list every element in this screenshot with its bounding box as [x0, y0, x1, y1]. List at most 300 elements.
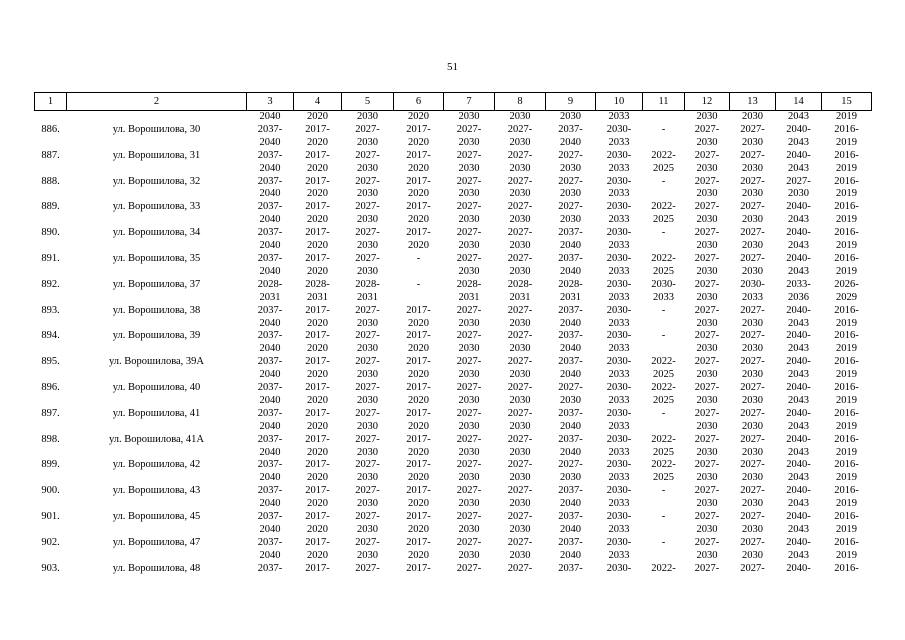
period-cell [685, 511, 730, 537]
period-start: 2027- [694, 562, 720, 574]
period-end: 2019 [836, 446, 857, 458]
period-cell [546, 150, 596, 176]
period-start: 2040- [786, 123, 811, 135]
period-end: 2030 [357, 240, 378, 252]
period-end: 2030 [696, 214, 718, 226]
period-start: 2040- [786, 356, 811, 368]
period-start: 2027- [694, 227, 720, 239]
period-start: 2027- [740, 304, 765, 316]
period-end: 2040 [259, 446, 281, 458]
period-cell [822, 408, 872, 434]
period-start: 2028- [305, 278, 330, 290]
period-end: 2030 [458, 240, 480, 252]
period-start: 2017- [406, 382, 431, 394]
period-end: 2030 [742, 214, 763, 226]
period-end: 2025 [653, 162, 674, 174]
period-end: 2030 [696, 188, 718, 200]
period-end: 2020 [307, 549, 328, 561]
period-cell [730, 305, 776, 331]
period-start: 2027- [558, 382, 583, 394]
row-number: 890. [41, 227, 60, 239]
period-end: 2020 [408, 136, 429, 148]
period-end: 2030 [509, 343, 531, 355]
column-header: 4 [294, 93, 342, 111]
period-start: 2017- [406, 407, 431, 419]
period-start: 2027- [355, 252, 380, 264]
street-address: ул. Ворошилова, 39А [108, 356, 205, 368]
table-row [35, 563, 872, 589]
column-header: 9 [546, 93, 596, 111]
period-start: 2027- [355, 433, 380, 445]
period-end: 2043 [788, 317, 809, 329]
period-cell [730, 408, 776, 434]
street-address: ул. Ворошилова, 32 [112, 175, 201, 187]
table-cell: 2030 [458, 111, 480, 122]
period-start: 2028- [355, 278, 380, 290]
period-end: 2019 [836, 265, 857, 277]
period-start: 2016- [834, 562, 859, 574]
street-address: ул. Ворошилова, 42 [112, 459, 201, 471]
period-end: 2030 [357, 524, 378, 535]
period-end: 2030 [696, 498, 718, 510]
period-cell [776, 563, 822, 589]
period-cell [730, 356, 776, 382]
period-start: 2027- [740, 149, 765, 161]
period-start: 2016- [834, 511, 859, 523]
column-header: 7 [444, 93, 495, 111]
period-end: 2030 [458, 524, 480, 535]
table-row [35, 124, 872, 150]
period-cell [730, 459, 776, 485]
period-cell [685, 279, 730, 305]
street-address: ул. Ворошилова, 31 [112, 149, 201, 161]
period-cell [444, 511, 495, 537]
period-cell [643, 176, 685, 202]
row-number: 902. [41, 536, 60, 548]
period-cell [685, 485, 730, 511]
period-cell [546, 305, 596, 331]
period-cell [546, 124, 596, 150]
period-start: - [661, 227, 666, 239]
period-cell [730, 176, 776, 202]
period-start: 2040- [786, 227, 811, 239]
period-start: 2027- [558, 201, 583, 213]
period-cell [495, 124, 546, 150]
period-start: 2030- [606, 459, 632, 471]
period-start: 2037- [257, 201, 283, 213]
period-end: 2030 [458, 214, 480, 226]
period-end: 2020 [408, 420, 429, 432]
period-end: 2030 [357, 420, 378, 432]
period-start: 2022- [651, 562, 676, 574]
period-start: 2017- [406, 536, 431, 548]
table-row [35, 537, 872, 563]
period-end: 2030 [742, 420, 763, 432]
period-end: 2020 [408, 214, 429, 226]
period-end: 2043 [788, 446, 809, 458]
period-cell [643, 459, 685, 485]
period-cell [643, 485, 685, 511]
period-end: 2040 [560, 420, 581, 432]
period-cell [444, 382, 495, 408]
period-start: 2017- [406, 511, 431, 523]
period-end: 2019 [836, 162, 857, 174]
period-cell [247, 434, 294, 460]
period-cell [394, 434, 444, 460]
period-end: 2030 [357, 369, 378, 381]
period-end: 2020 [408, 343, 429, 355]
period-start: 2022- [651, 149, 676, 161]
period-cell [643, 201, 685, 227]
period-cell [685, 124, 730, 150]
period-cell [730, 150, 776, 176]
period-start: 2027- [694, 123, 720, 135]
period-start: 2030- [606, 201, 632, 213]
period-start: 2037- [257, 175, 283, 187]
row-number: 896. [41, 382, 60, 394]
table-row [35, 408, 872, 434]
period-start: - [661, 407, 666, 419]
period-end: 2030 [357, 498, 378, 510]
period-end: 2030 [696, 240, 718, 252]
period-cell [643, 408, 685, 434]
period-cell [495, 253, 546, 279]
period-end: 2020 [307, 317, 328, 329]
period-start: - [661, 175, 666, 187]
period-cell [394, 227, 444, 253]
period-cell [730, 511, 776, 537]
column-header: 1 [35, 93, 67, 111]
period-start: 2030- [606, 304, 632, 316]
period-start: 2027- [456, 252, 482, 264]
period-end: 2033 [608, 549, 630, 561]
period-cell [776, 305, 822, 331]
period-cell [444, 227, 495, 253]
street-address: ул. Ворошилова, 35 [112, 252, 201, 264]
period-cell [294, 356, 342, 382]
period-start: 2027- [456, 433, 482, 445]
period-end: 2029 [836, 291, 857, 303]
period-cell [643, 382, 685, 408]
column-header: 11 [643, 93, 685, 111]
period-cell [247, 305, 294, 331]
period-start: 2027- [507, 149, 533, 161]
period-end [596, 576, 643, 589]
period-end: 2030 [742, 524, 763, 535]
period-cell [444, 537, 495, 563]
period-end: 2030 [696, 420, 718, 432]
street-address: ул. Ворошилова, 37 [112, 278, 201, 290]
period-cell [685, 176, 730, 202]
period-end: 2020 [307, 420, 328, 432]
period-cell [596, 356, 643, 382]
period-cell [546, 382, 596, 408]
period-cell [643, 124, 685, 150]
period-cell [294, 459, 342, 485]
period-start: 2027- [694, 304, 720, 316]
table-cell [643, 111, 685, 124]
period-end: 2043 [788, 214, 809, 226]
period-end: 2040 [259, 498, 281, 510]
period-end: 2030 [458, 188, 480, 200]
period-end [495, 576, 546, 589]
period-end: 2020 [408, 549, 429, 561]
period-cell [444, 563, 495, 589]
period-cell [822, 279, 872, 305]
period-end: 2030 [509, 446, 531, 458]
period-start: 2016- [834, 149, 859, 161]
period-start: - [661, 511, 666, 523]
period-end: 2030 [458, 446, 480, 458]
period-end [822, 576, 872, 589]
period-end: 2030 [357, 162, 378, 174]
period-cell [444, 305, 495, 331]
period-start: 2027- [355, 536, 380, 548]
period-cell [444, 330, 495, 356]
period-cell [342, 537, 394, 563]
period-end [643, 188, 685, 201]
period-start: 2017- [305, 536, 330, 548]
period-end: 2019 [836, 369, 857, 381]
period-start: 2030- [651, 278, 676, 290]
period-end: 2020 [307, 369, 328, 381]
period-end: 2020 [408, 162, 429, 174]
period-cell [342, 563, 394, 589]
period-start: 2027- [507, 511, 533, 523]
period-cell [643, 279, 685, 305]
period-end: 2030 [696, 472, 718, 484]
row-number: 895. [41, 356, 60, 368]
period-end: 2030 [742, 162, 763, 174]
period-start: 2027- [694, 330, 720, 342]
period-start: 2027- [507, 536, 533, 548]
period-cell [730, 227, 776, 253]
period-end [643, 550, 685, 563]
period-start: 2016- [834, 123, 859, 135]
period-cell [495, 356, 546, 382]
period-start: 2017- [406, 201, 431, 213]
period-start: 2017- [305, 485, 330, 497]
period-end: 2033 [608, 214, 630, 226]
period-cell [394, 511, 444, 537]
period-end: 2020 [408, 472, 429, 484]
period-start: 2027- [694, 382, 720, 394]
period-start: 2030- [606, 356, 632, 368]
period-start: 2027- [355, 356, 380, 368]
period-start: 2030- [606, 227, 632, 239]
period-end: 2043 [788, 498, 809, 510]
period-cell [685, 563, 730, 589]
period-end: 2030 [696, 549, 718, 561]
period-cell [596, 537, 643, 563]
period-cell [294, 537, 342, 563]
period-end: 2020 [307, 162, 328, 174]
period-end [643, 240, 685, 253]
period-cell [822, 227, 872, 253]
period-start: 2027- [740, 407, 765, 419]
table-row [35, 201, 872, 227]
street-address: ул. Ворошилова, 39 [112, 330, 201, 342]
period-start: 2037- [558, 123, 583, 135]
period-end: 2020 [307, 265, 328, 277]
period-cell [444, 253, 495, 279]
period-cell [776, 485, 822, 511]
period-end [643, 137, 685, 150]
period-cell [495, 201, 546, 227]
row-number: 891. [41, 252, 60, 264]
period-cell [394, 459, 444, 485]
period-start: 2040- [786, 562, 811, 574]
period-cell [495, 511, 546, 537]
period-cell [394, 201, 444, 227]
period-cell [495, 176, 546, 202]
period-start: 2027- [507, 201, 533, 213]
table-cell: 2020 [307, 111, 328, 122]
period-end: 2030 [742, 446, 763, 458]
period-end: 2030 [742, 317, 763, 329]
period-end: 2030 [357, 472, 378, 484]
period-cell [685, 253, 730, 279]
period-end: 2030 [509, 394, 531, 406]
period-end [643, 498, 685, 511]
period-cell [730, 434, 776, 460]
period-end [685, 576, 730, 589]
period-end [730, 576, 776, 589]
table-cell: 2043 [788, 111, 809, 122]
period-end: 2040 [259, 214, 281, 226]
period-start: 2027- [694, 459, 720, 471]
column-header: 6 [394, 93, 444, 111]
period-cell [596, 408, 643, 434]
period-cell [643, 356, 685, 382]
period-start: - [416, 252, 421, 264]
period-start: - [661, 330, 666, 342]
period-cell [546, 485, 596, 511]
period-end: 2040 [560, 446, 581, 458]
period-start: 2027- [740, 536, 765, 548]
period-end: 2030 [560, 188, 581, 200]
period-start: 2022- [651, 356, 676, 368]
period-cell [596, 563, 643, 589]
period-end: 2025 [653, 369, 674, 381]
column-header: 15 [822, 93, 872, 111]
period-end: 2030 [458, 394, 480, 406]
period-end: 2030 [357, 549, 378, 561]
period-start: 2027- [355, 201, 380, 213]
period-end: 2043 [788, 524, 809, 535]
period-start: 2017- [406, 330, 431, 342]
period-start: 2030- [606, 433, 632, 445]
period-start: 2028- [456, 278, 482, 290]
period-end: 2030 [509, 265, 531, 277]
period-cell [685, 356, 730, 382]
period-start: 2037- [558, 511, 583, 523]
period-start: 2016- [834, 433, 859, 445]
period-start: 2027- [740, 485, 765, 497]
table-cell: 2040 [259, 111, 281, 122]
period-end: 2043 [788, 240, 809, 252]
table-row [35, 305, 872, 331]
period-start: 2017- [305, 149, 330, 161]
period-start: 2027- [355, 175, 380, 187]
period-end: 2030 [742, 188, 763, 200]
period-end: 2020 [307, 136, 328, 148]
period-cell [822, 459, 872, 485]
period-cell [730, 563, 776, 589]
period-end: 2033 [608, 291, 630, 303]
period-start: 2017- [305, 227, 330, 239]
period-cell [495, 305, 546, 331]
period-cell [685, 150, 730, 176]
period-end: 2020 [408, 369, 429, 381]
period-start: 2017- [406, 227, 431, 239]
period-cell [596, 459, 643, 485]
period-start: 2027- [694, 536, 720, 548]
period-cell [643, 537, 685, 563]
period-cell [247, 150, 294, 176]
period-end: 2020 [307, 343, 328, 355]
period-cell [776, 537, 822, 563]
period-end: 2020 [408, 524, 429, 535]
period-end: 2030 [458, 549, 480, 561]
period-start: 2037- [257, 123, 283, 135]
period-start: 2027- [740, 227, 765, 239]
period-end [394, 266, 444, 279]
period-cell [394, 330, 444, 356]
period-start: 2027- [355, 123, 380, 135]
period-start: 2017- [305, 252, 330, 264]
period-start: 2037- [257, 562, 283, 574]
period-end: 2030 [560, 214, 581, 226]
period-start: 2022- [651, 433, 676, 445]
period-end: 2043 [788, 265, 809, 277]
table-row [35, 330, 872, 356]
period-end: 2040 [560, 136, 581, 148]
period-end: 2030 [509, 369, 531, 381]
period-end: 2025 [653, 265, 674, 277]
period-start: 2030- [606, 149, 632, 161]
period-start: 2017- [305, 123, 330, 135]
period-start: - [661, 304, 666, 316]
period-cell [247, 124, 294, 150]
period-end: 2036 [788, 291, 809, 303]
period-cell [776, 408, 822, 434]
period-start: 2037- [257, 407, 283, 419]
period-end: 2020 [408, 498, 429, 510]
column-header: 3 [247, 93, 294, 111]
period-end: 2030 [509, 549, 531, 561]
period-cell [394, 150, 444, 176]
column-header: 5 [342, 93, 394, 111]
period-start: 2030- [606, 382, 632, 394]
period-cell [495, 563, 546, 589]
period-cell [730, 279, 776, 305]
period-cell [342, 511, 394, 537]
period-start: 2027- [456, 511, 482, 523]
period-start: 2037- [257, 536, 283, 548]
period-end: 2030 [696, 162, 718, 174]
period-start: 2037- [257, 356, 283, 368]
period-end: 2020 [408, 317, 429, 329]
period-cell [685, 330, 730, 356]
schedule-table [34, 92, 872, 589]
period-end: 2033 [608, 420, 630, 432]
period-end: 2020 [307, 240, 328, 252]
period-start: - [416, 278, 421, 290]
period-end: 2020 [307, 394, 328, 406]
period-cell [444, 124, 495, 150]
period-start: 2028- [558, 278, 583, 290]
